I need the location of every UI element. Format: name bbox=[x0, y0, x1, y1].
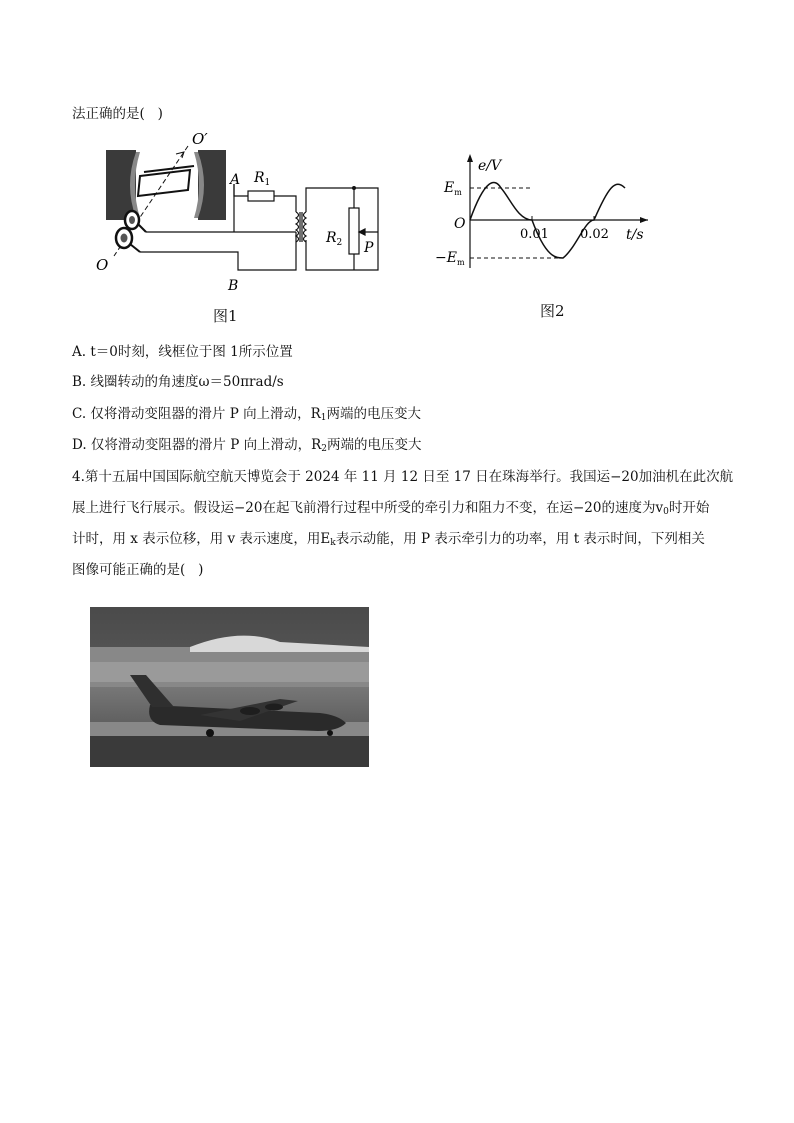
label-em: $E_m$ bbox=[444, 180, 462, 197]
label-o: O bbox=[96, 256, 109, 274]
resistor-r1 bbox=[248, 191, 274, 201]
option-d: D. 仅将滑动变阻器的滑片 P 向上滑动，$R_2$两端的电压变大 bbox=[72, 437, 422, 454]
coil-frame bbox=[138, 166, 194, 196]
question-4-line-1: 4.第十五届中国国际航空航天博览会于 2024 年 11 月 12 日至 17 日在珠海举行。我国运−20加油机在此次航 bbox=[72, 469, 734, 485]
figure-1-caption: 图1 bbox=[213, 307, 238, 325]
y20-aircraft-photo bbox=[90, 607, 369, 767]
x-axis-label: t/s bbox=[626, 227, 644, 243]
figure-2-caption: 图2 bbox=[540, 302, 565, 320]
question-4-line-4: 图像可能正确的是( ) bbox=[72, 562, 204, 578]
question-3-stem-tail: 法正确的是( ) bbox=[72, 106, 163, 122]
figure-2-emf-graph bbox=[430, 150, 660, 275]
magnet-left bbox=[106, 150, 140, 220]
magnet-right bbox=[194, 150, 226, 220]
question-4-line-3: 计时，用 x 表示位移，用 v 表示速度，用$E_k$表示动能，用 P 表示牵引力的功率，用 t 表示时间，下列相关 bbox=[72, 531, 705, 548]
question-4-line-2: 展上进行飞行展示。假设运−20在起飞前滑行过程中所受的牵引力和阻力不变，在运−20的速度为$v_0$时开始 bbox=[72, 500, 710, 517]
tick-label-0-01: 0.01 bbox=[520, 227, 549, 242]
label-p: P bbox=[364, 240, 374, 256]
label-b: B bbox=[228, 278, 239, 294]
option-b: B. 线圈转动的角速度ω＝50πrad/s bbox=[72, 374, 284, 390]
option-a: A. t＝0时刻，线框位于图 1所示位置 bbox=[72, 344, 293, 360]
label-o-prime: O′ bbox=[192, 130, 208, 148]
label-r1: $R_1$ bbox=[254, 170, 271, 188]
option-c: C. 仅将滑动变阻器的滑片 P 向上滑动，$R_1$两端的电压变大 bbox=[72, 406, 421, 423]
y-axis-label: e/V bbox=[478, 158, 502, 174]
slider-p bbox=[359, 229, 378, 235]
label-a: A bbox=[230, 172, 241, 188]
label-r2: $R_2$ bbox=[326, 230, 343, 248]
resistor-r2 bbox=[349, 208, 359, 254]
label-neg-em: $-E_m$ bbox=[435, 250, 465, 267]
figure-1-generator-circuit bbox=[88, 128, 388, 298]
transformer bbox=[296, 212, 306, 242]
tick-label-0-02: 0.02 bbox=[580, 227, 609, 242]
label-origin: O bbox=[454, 216, 466, 232]
